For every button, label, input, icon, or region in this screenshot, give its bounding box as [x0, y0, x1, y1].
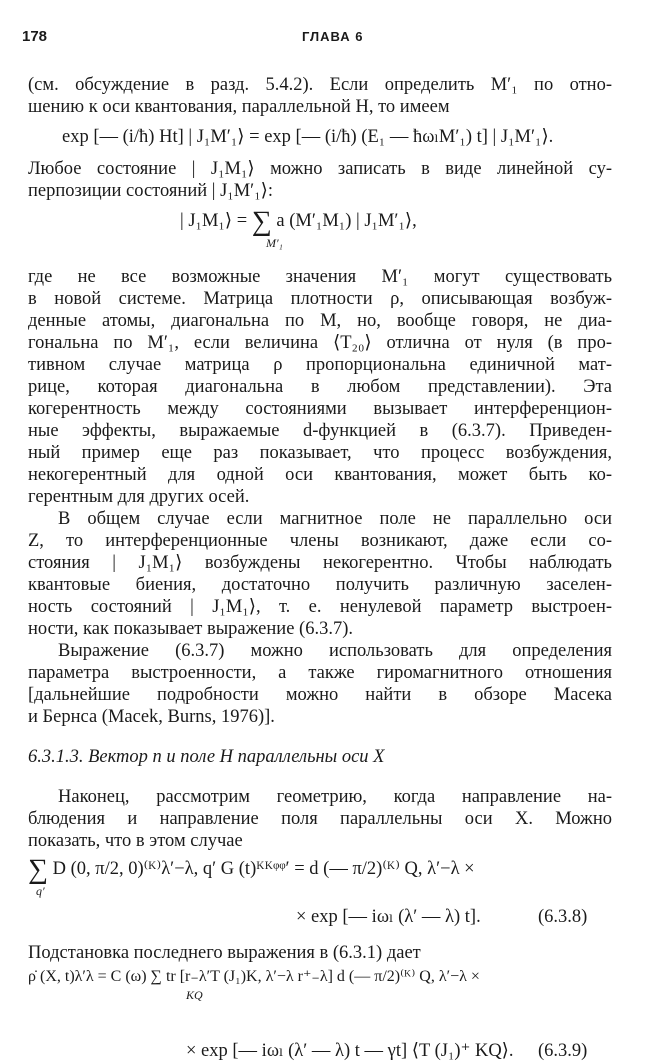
paragraph-line: квантовые биения, достаточно получить различную заселен-	[28, 575, 612, 595]
summation-symbol: ∑	[28, 854, 48, 885]
chapter-title: ГЛАВА 6	[302, 29, 364, 44]
equation-number: (6.3.8)	[538, 907, 588, 927]
equation-3-expression: D (0, π/2, 0)⁽ᴷ⁾λ′−λ, q′ G (t)ᴷᴷᵠᵠ′ = d (— π/2)⁽ᴷ⁾ Q, λ′−λ ×	[52, 859, 475, 879]
paragraph-line: и Бернса (Macek, Burns, 1976)].	[28, 707, 275, 727]
paragraph-line: ный пример еще раз показывает, что процесс возбуждения,	[28, 443, 612, 463]
paragraph-line: Выражение (6.3.7) можно использовать для определения	[58, 641, 612, 661]
equation-3-sum-index: q′	[36, 884, 45, 898]
paragraph-line: ность состояний | J₁M₁⟩, т. е. ненулевой параметр выстроен-	[28, 597, 612, 617]
paragraph-line: (см. обсуждение в разд. 5.4.2). Если определить M′₁ по отно-	[28, 75, 612, 95]
page-number: 178	[22, 28, 48, 45]
paragraph-line: гональна по M′₁, если величина ⟨T₂₀⟩ отлична от нуля (в про-	[28, 333, 612, 353]
paragraph-line: Z, то интерференционные члены возникают, даже если со-	[28, 531, 612, 551]
equation-2	[180, 206, 417, 237]
equation-2-lhs: | J₁M₁⟩ =	[180, 211, 248, 231]
equation-3-line-2: × exp [— iωₗ (λ′ — λ) t].	[296, 907, 481, 927]
paragraph-line: перпозиции состояний | J₁M′₁⟩:	[28, 181, 274, 201]
equation-4-line-2: × exp [— iωₗ (λ′ — λ) t — γt] ⟨T (J₁)⁺ KQ⟩.	[186, 1041, 514, 1061]
paragraph-line: где не все возможные значения M′₁ могут существовать	[28, 267, 612, 287]
paragraph-line: блюдения и направление поля параллельны оси X. Можно	[28, 809, 612, 829]
paragraph-line: В общем случае если магнитное поле не параллельно оси	[58, 509, 612, 529]
equation-2-sum-index: M′₁	[266, 236, 283, 250]
equation-1: exp [— (i/ħ) Ht] | J₁M′₁⟩ = exp [— (i/ħ) (E₁ — ħωₗM′₁) t] | J₁M′₁⟩.	[62, 127, 554, 147]
equation-4-sum-index: KQ	[186, 988, 203, 1002]
paragraph-line: Подстановка последнего выражения в (6.3.1) дает	[28, 943, 421, 963]
paragraph-line: герентным для других осей.	[28, 487, 250, 507]
paragraph-line: когерентность между состояниями вызывает интерференцион-	[28, 399, 612, 419]
equation-number: (6.3.9)	[538, 1041, 588, 1061]
paragraph-line: шению к оси квантования, параллельной H, то имеем	[28, 97, 450, 117]
equation-2-rhs: a (M′₁M₁) | J₁M′₁⟩,	[276, 211, 417, 231]
paragraph-line: в новой системе. Матрица плотности ρ, описывающая возбуж-	[28, 289, 612, 309]
paragraph-line: ности, как показывает выражение (6.3.7).	[28, 619, 353, 639]
section-heading: 6.3.1.3. Вектор n и поле H параллельны оси X	[28, 747, 385, 767]
equation-4-line-1: ρ̇ (X, t)λ′λ = C (ω) ∑ tr [r₋λ′T (J₁)K, λ′−λ r⁺₋λ] d (— π/2)⁽ᴷ⁾ Q, λ′−λ ×	[28, 968, 480, 985]
paragraph-line: рице, которая диагональна в любом представлении). Эта	[28, 377, 612, 397]
summation-symbol: ∑	[251, 206, 272, 237]
paragraph-line: показать, что в этом случае	[28, 831, 243, 851]
paragraph-line: параметра выстроенности, а также гиромагнитного отношения	[28, 663, 612, 683]
paragraph-line: Любое состояние | J₁M₁⟩ можно записать в виде линейной су-	[28, 159, 612, 179]
equation-3-line-1	[28, 854, 475, 885]
paragraph-line: [дальнейшие подробности можно найти в обзоре Масека	[28, 685, 612, 705]
paragraph-line: ные эффекты, выражаемые d-функцией в (6.3.7). Приведен-	[28, 421, 612, 441]
paragraph-line: стояния | J₁M₁⟩ возбуждены некогерентно. Чтобы наблюдать	[28, 553, 612, 573]
paragraph-line: некогерентный для одной оси квантования, может быть ко-	[28, 465, 612, 485]
paragraph-line: денные атомы, диагональна по M, но, вообще говоря, не диа-	[28, 311, 612, 331]
paragraph-line: Наконец, рассмотрим геометрию, когда направление на-	[58, 787, 612, 807]
paragraph-line: тивном случае матрица ρ пропорциональна единичной мат-	[28, 355, 612, 375]
page-header	[22, 28, 632, 48]
